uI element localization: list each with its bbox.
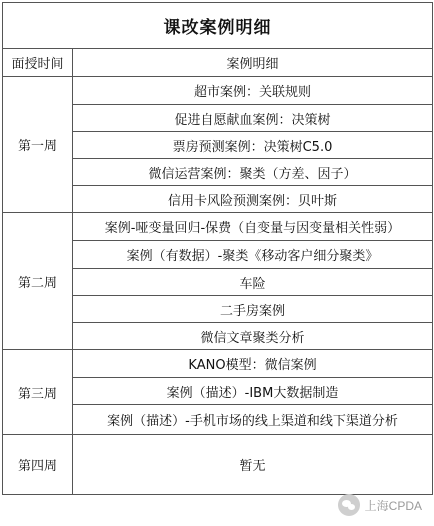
- case-item: 车险: [73, 269, 433, 296]
- week-4-label: 第四周: [3, 435, 73, 495]
- wechat-icon: [338, 494, 360, 516]
- week-3-label: 第三周: [3, 350, 73, 435]
- week-1-label: 第一周: [3, 77, 73, 213]
- watermark: [338, 494, 422, 516]
- case-item: 暂无: [73, 435, 433, 495]
- case-item: 微信运营案例：聚类（方差、因子）: [73, 159, 433, 186]
- case-item: 案例-哑变量回归-保费（自变量与因变量相关性弱）: [73, 213, 433, 241]
- case-item: 票房预测案例：决策树C5.0: [73, 132, 433, 159]
- case-detail-sheet: [2, 2, 433, 524]
- header-row: [3, 49, 433, 77]
- table-row: [3, 350, 433, 378]
- table-row: [3, 213, 433, 241]
- case-item: 案例（描述）-手机市场的线上渠道和线下渠道分析: [73, 405, 433, 435]
- table-row: [3, 435, 433, 495]
- case-item: 信用卡风险预测案例：贝叶斯: [73, 186, 433, 213]
- case-item: 微信文章聚类分析: [73, 323, 433, 350]
- sheet-title: 课改案例明细: [2, 2, 433, 48]
- header-teaching-time: 面授时间: [3, 49, 73, 77]
- case-item: 案例（描述）-IBM大数据制造: [73, 378, 433, 405]
- case-table: [2, 48, 433, 495]
- watermark-text: 上海CPDA: [364, 498, 422, 513]
- case-item: KANO模型：微信案例: [73, 350, 433, 378]
- table-row: [3, 77, 433, 105]
- case-item: 二手房案例: [73, 296, 433, 323]
- case-item: 促进自愿献血案例：决策树: [73, 105, 433, 132]
- case-item: 超市案例：关联规则: [73, 77, 433, 105]
- header-case-detail: 案例明细: [73, 49, 433, 77]
- case-item: 案例（有数据）-聚类《移动客户细分聚类》: [73, 241, 433, 269]
- week-2-label: 第二周: [3, 213, 73, 350]
